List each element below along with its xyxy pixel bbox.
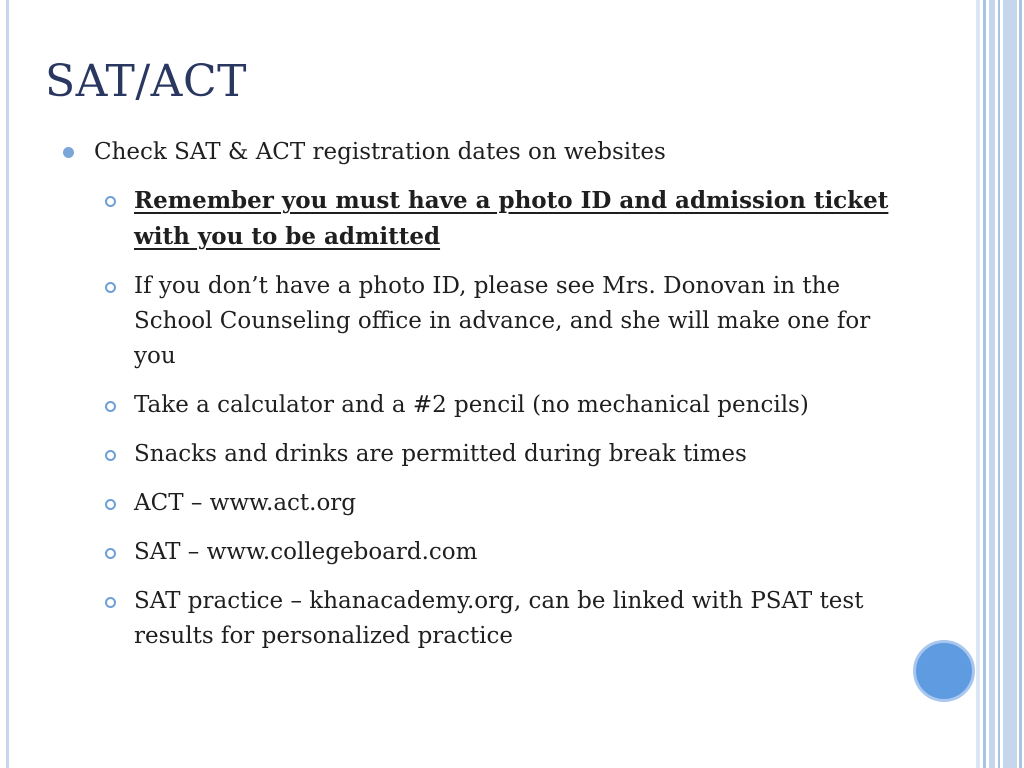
stripe bbox=[989, 0, 995, 768]
main-bullet-text: Check SAT & ACT registration dates on websites bbox=[94, 139, 666, 165]
bullet-ring-icon bbox=[105, 548, 116, 559]
sub-bullet bbox=[60, 183, 900, 255]
sub-bullet bbox=[60, 535, 900, 570]
decorative-circle bbox=[913, 640, 975, 702]
bullet-ring-icon bbox=[105, 196, 116, 207]
sub-bullet bbox=[60, 269, 900, 374]
sub-bullet bbox=[60, 486, 900, 521]
sub-bullet-text: Take a calculator and a #2 pencil (no mechanical pencils) bbox=[134, 392, 809, 418]
slide-title: SAT/ACT bbox=[45, 56, 247, 107]
left-border-line bbox=[6, 0, 9, 768]
sub-bullet-text-act-link: ACT – www.act.org bbox=[134, 490, 357, 516]
sub-bullet-text: If you don’t have a photo ID, please see Mrs. Donovan in the School Counseling office in advance, and she will make one for you bbox=[134, 273, 871, 369]
sub-bullet bbox=[60, 584, 900, 654]
bullet-ring-icon bbox=[105, 401, 116, 412]
bullet-ring-icon bbox=[105, 499, 116, 510]
bullet-ring-icon bbox=[105, 450, 116, 461]
stripe bbox=[998, 0, 1000, 768]
sub-bullet-text-practice: SAT practice – khanacademy.org, can be linked with PSAT test results for personalized practice bbox=[134, 588, 864, 649]
stripe bbox=[983, 0, 986, 768]
bullet-dot-icon bbox=[63, 147, 74, 158]
sub-bullet bbox=[60, 437, 900, 472]
stripe bbox=[1019, 0, 1022, 768]
sub-bullet-text: Snacks and drinks are permitted during break times bbox=[134, 441, 747, 467]
stripe bbox=[1003, 0, 1017, 768]
main-bullet bbox=[60, 135, 900, 170]
sub-bullet-text-sat-link: SAT – www.collegeboard.com bbox=[134, 539, 478, 565]
sub-bullet-text-emphasized: Remember you must have a photo ID and admission ticket with you to be admitted bbox=[134, 187, 889, 250]
bullet-list bbox=[60, 135, 900, 668]
stripe bbox=[976, 0, 980, 768]
right-decorative-stripes bbox=[976, 0, 1024, 768]
bullet-ring-icon bbox=[105, 282, 116, 293]
bullet-ring-icon bbox=[105, 597, 116, 608]
sub-bullet bbox=[60, 388, 900, 423]
